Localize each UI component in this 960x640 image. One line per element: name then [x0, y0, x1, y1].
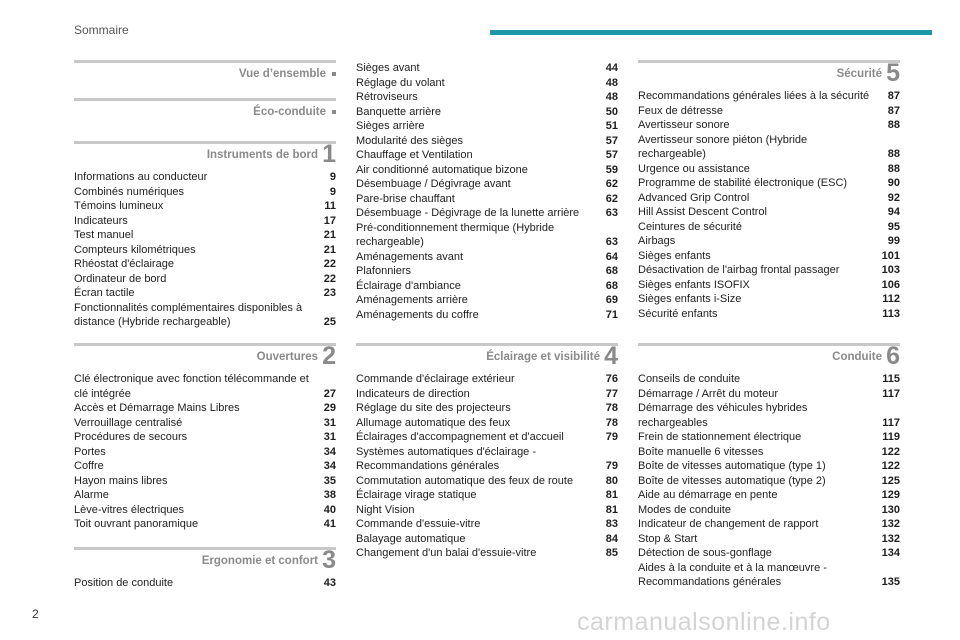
entry-text: Aménagements du coffre — [356, 308, 479, 321]
entry-page-number: 88 — [887, 148, 900, 160]
toc-entry[interactable] — [638, 263, 900, 278]
toc-entry[interactable] — [638, 191, 900, 206]
toc-entry[interactable] — [356, 90, 618, 105]
toc-entry[interactable] — [74, 488, 336, 503]
toc-entry[interactable] — [638, 387, 900, 402]
entry-text: Changement d'un balai d'essuie-vitre — [356, 547, 537, 559]
entry-text: Démarrage des véhicules hybrides rechargeables — [638, 402, 808, 429]
section-header[interactable] — [74, 343, 336, 372]
section-title: Sécurité — [836, 68, 882, 80]
toc-entry[interactable] — [74, 517, 336, 532]
entry-page-number: 57 — [605, 149, 618, 161]
entry-page-number: 87 — [887, 90, 900, 102]
entry-page-number: 122 — [881, 445, 900, 458]
entry-page-number: 106 — [881, 278, 900, 291]
entry-page-number: 11 — [324, 200, 336, 212]
entry-text: Informations au conducteur — [74, 171, 208, 183]
toc-section — [74, 98, 336, 127]
toc-entry[interactable] — [638, 104, 900, 119]
toc-section — [356, 61, 618, 322]
section-entries — [74, 576, 336, 591]
entry-text: Allumage automatique des feux — [356, 416, 511, 429]
entry-text: Témoins lumineux — [74, 200, 164, 212]
entry-text: Feux de détresse — [638, 104, 723, 117]
toc-entry[interactable] — [356, 387, 618, 402]
entry-page-number: 95 — [887, 220, 900, 233]
toc-entry[interactable] — [356, 503, 618, 518]
entry-page-number: 62 — [605, 192, 618, 205]
section-square-marker — [332, 110, 336, 114]
toc-entry[interactable] — [356, 134, 618, 149]
section-entries — [638, 372, 900, 590]
entry-text: Lève-vitres électriques — [74, 503, 185, 516]
entry-page-number: 40 — [323, 503, 336, 516]
toc-entry[interactable] — [356, 163, 618, 178]
entry-page-number: 90 — [887, 177, 900, 189]
section-title: Conduite — [832, 351, 882, 363]
toc-entry[interactable] — [356, 546, 618, 561]
entry-page-number: 63 — [605, 236, 618, 248]
entry-text: Modularité des sièges — [356, 134, 464, 147]
entry-page-number: 134 — [881, 547, 900, 559]
entry-page-number: 17 — [323, 214, 336, 227]
toc-entry[interactable] — [356, 416, 618, 431]
toc-entry[interactable] — [638, 162, 900, 177]
toc-entry[interactable] — [74, 372, 336, 401]
entry-text: Désembuage - Dégivrage de la lunette arrière — [356, 207, 580, 219]
toc-entry[interactable] — [638, 307, 900, 322]
toc-entry[interactable] — [356, 192, 618, 207]
header-title: Sommaire — [74, 23, 129, 37]
entry-text: Chauffage et Ventilation — [356, 149, 473, 161]
entry-text: Détection de sous-gonflage — [638, 547, 772, 559]
entry-text: Air conditionné automatique bizone — [356, 163, 528, 176]
section-number: 2 — [322, 342, 336, 370]
entry-page-number: 22 — [323, 272, 336, 285]
entry-text: Test manuel — [74, 229, 134, 241]
entry-text: Boîte de vitesses automatique (type 1) — [638, 460, 826, 472]
toc-entry[interactable] — [638, 133, 900, 162]
entry-page-number: 77 — [605, 387, 618, 400]
entry-page-number: 81 — [605, 503, 618, 516]
section-entries — [638, 89, 900, 321]
entry-text: Frein de stationnement électrique — [638, 431, 802, 443]
toc-entry[interactable] — [74, 459, 336, 474]
entry-page-number: 62 — [605, 178, 618, 190]
entry-text: Indicateur de changement de rapport — [638, 518, 819, 530]
entry-page-number: 48 — [605, 91, 618, 103]
toc-entry[interactable] — [74, 199, 336, 214]
entry-text: Urgence ou assistance — [638, 162, 750, 175]
entry-page-number: 27 — [323, 387, 336, 400]
section-header[interactable] — [74, 547, 336, 576]
toc-entry[interactable] — [74, 185, 336, 200]
entry-page-number: 50 — [605, 105, 618, 118]
entry-text: Portes — [74, 445, 106, 458]
entry-page-number: 135 — [881, 576, 900, 588]
entry-text: Modes de conduite — [638, 503, 731, 516]
entry-text: Toit ouvrant panoramique — [74, 518, 199, 530]
section-number: 5 — [886, 59, 900, 87]
toc-entry[interactable] — [356, 206, 618, 221]
section-entries — [356, 372, 618, 561]
entry-page-number: 83 — [605, 518, 618, 530]
entry-text: Éclairage d'ambiance — [356, 279, 461, 292]
toc-entry[interactable] — [74, 474, 336, 489]
entry-text: Sièges arrière — [356, 120, 425, 132]
toc-entry[interactable] — [74, 445, 336, 460]
entry-page-number: 78 — [605, 416, 618, 429]
toc-section — [74, 60, 336, 89]
entry-text: Aide au démarrage en pente — [638, 489, 778, 501]
section-header[interactable] — [74, 141, 336, 170]
entry-text: Sièges avant — [356, 62, 420, 74]
toc-entry[interactable] — [74, 228, 336, 243]
entry-text: Ceintures de sécurité — [638, 220, 742, 233]
section-header[interactable] — [638, 60, 900, 89]
section-number: 3 — [322, 546, 336, 574]
toc-entry[interactable] — [638, 249, 900, 264]
entry-text: Boîte manuelle 6 vitesses — [638, 445, 764, 458]
entry-page-number: 94 — [887, 206, 900, 218]
section-header[interactable] — [356, 343, 618, 372]
toc-entry[interactable] — [356, 279, 618, 294]
entry-page-number: 34 — [323, 460, 336, 472]
entry-text: Night Vision — [356, 503, 415, 516]
entry-text: Commutation automatique des feux de route — [356, 474, 574, 487]
entry-text: Conseils de conduite — [638, 373, 741, 385]
entry-text: Commande d'éclairage extérieur — [356, 373, 515, 385]
toc-entry[interactable] — [74, 430, 336, 445]
entry-text: Programme de stabilité électronique (ESC) — [638, 177, 848, 189]
toc-entry[interactable] — [638, 488, 900, 503]
section-number: 6 — [886, 342, 900, 370]
entry-text: Rétroviseurs — [356, 91, 418, 103]
toc-section — [74, 343, 336, 532]
entry-text: Systèmes automatiques d'éclairage - Recommandations générales — [356, 445, 537, 472]
entry-page-number: 64 — [605, 250, 618, 263]
toc-entry[interactable] — [356, 474, 618, 489]
toc-entry[interactable] — [74, 576, 336, 591]
entry-page-number: 63 — [605, 207, 618, 219]
section-title: Éclairage et visibilité — [486, 351, 600, 363]
toc-entry[interactable] — [638, 532, 900, 547]
section-square-marker — [332, 72, 336, 76]
entry-text: Aides à la conduite et à la manœuvre - Recommandations générales — [638, 561, 827, 588]
entry-text: Verrouillage centralisé — [74, 416, 183, 429]
entry-page-number: 68 — [605, 279, 618, 292]
entry-text: Avertisseur sonore piéton (Hybride rechargeable) — [638, 133, 808, 160]
toc-entry[interactable] — [356, 177, 618, 192]
entry-text: Hill Assist Descent Control — [638, 206, 767, 218]
toc-entry[interactable] — [356, 532, 618, 547]
toc-entry[interactable] — [74, 401, 336, 416]
entry-text: Désactivation de l'airbag frontal passager — [638, 264, 840, 276]
header-accent-bar — [490, 30, 932, 35]
entry-text: Sécurité enfants — [638, 307, 718, 320]
entry-page-number: 122 — [881, 460, 900, 472]
entry-page-number: 51 — [605, 120, 618, 132]
entry-text: Banquette arrière — [356, 105, 441, 118]
entry-page-number: 132 — [881, 518, 900, 530]
section-number: 4 — [604, 342, 618, 370]
entry-text: Clé électronique avec fonction télécommande et clé intégrée — [74, 373, 309, 400]
entry-page-number: 78 — [605, 402, 618, 414]
entry-text: Combinés numériques — [74, 185, 185, 198]
toc-entry[interactable] — [638, 372, 900, 387]
entry-page-number: 34 — [323, 445, 336, 458]
toc-entry[interactable] — [356, 61, 618, 76]
entry-page-number: 68 — [605, 265, 618, 277]
entry-text: Plafonniers — [356, 265, 412, 277]
toc-entry[interactable] — [356, 488, 618, 503]
entry-page-number: 132 — [881, 532, 900, 545]
toc-entry[interactable] — [356, 517, 618, 532]
entry-page-number: 21 — [323, 229, 336, 241]
entry-text: Accès et Démarrage Mains Libres — [74, 402, 240, 414]
entry-page-number: 69 — [605, 294, 618, 306]
entry-text: Coffre — [74, 460, 104, 472]
entry-page-number: 44 — [605, 62, 618, 74]
toc-entry[interactable] — [638, 445, 900, 460]
entry-page-number: 35 — [323, 474, 336, 487]
toc-entry[interactable] — [638, 459, 900, 474]
entry-page-number: 71 — [605, 308, 618, 321]
entry-text: Réglage du site des projecteurs — [356, 402, 511, 414]
section-title: Vue d’ensemble — [238, 68, 326, 80]
entry-page-number: 79 — [605, 460, 618, 472]
toc-section — [638, 60, 900, 321]
toc-entry[interactable] — [356, 264, 618, 279]
entry-text: Sièges enfants ISOFIX — [638, 278, 750, 291]
toc-entry[interactable] — [356, 148, 618, 163]
entry-text: Procédures de secours — [74, 431, 188, 443]
entry-page-number: 101 — [881, 249, 900, 262]
entry-page-number: 80 — [605, 474, 618, 487]
entry-page-number: 99 — [887, 235, 900, 247]
entry-page-number: 117 — [882, 416, 900, 429]
entry-page-number: 57 — [605, 134, 618, 147]
section-header[interactable] — [74, 98, 336, 127]
toc-entry[interactable] — [356, 119, 618, 134]
entry-text: Alarme — [74, 489, 109, 501]
section-entries — [74, 372, 336, 532]
watermark: carmanualsonline.info — [577, 608, 831, 636]
entry-page-number: 31 — [323, 431, 336, 443]
toc-entry[interactable] — [356, 105, 618, 120]
toc-entry[interactable] — [638, 503, 900, 518]
entry-text: Aménagements avant — [356, 250, 464, 263]
toc-entry[interactable] — [638, 89, 900, 104]
section-title: Instruments de bord — [206, 149, 318, 161]
entry-page-number: 22 — [323, 258, 336, 270]
toc-entry[interactable] — [638, 546, 900, 561]
entry-text: Fonctionnalités complémentaires disponibles à distance (Hybride rechargeable) — [74, 301, 303, 328]
entry-text: Recommandations générales liées à la sécurité — [638, 90, 870, 102]
entry-text: Sièges enfants i-Size — [638, 293, 742, 305]
entry-text: Commande d'essuie-vitre — [356, 518, 481, 530]
entry-page-number: 21 — [323, 243, 336, 256]
entry-text: Position de conduite — [74, 577, 174, 589]
section-title: Éco-conduite — [253, 106, 326, 118]
entry-page-number: 129 — [881, 489, 900, 501]
entry-page-number: 81 — [605, 489, 618, 501]
entry-text: Écran tactile — [74, 287, 135, 299]
entry-text: Réglage du volant — [356, 76, 445, 89]
entry-text: Compteurs kilométriques — [74, 243, 196, 256]
toc-entry[interactable] — [638, 430, 900, 445]
entry-text: Pare-brise chauffant — [356, 192, 455, 205]
entry-text: Advanced Grip Control — [638, 191, 750, 204]
section-entries — [356, 61, 618, 322]
entry-page-number: 117 — [882, 387, 900, 400]
toc-entry[interactable] — [74, 301, 336, 330]
entry-page-number: 23 — [323, 287, 336, 299]
entry-text: Avertisseur sonore — [638, 119, 730, 131]
entry-text: Démarrage / Arrêt du moteur — [638, 387, 779, 400]
toc-section — [74, 547, 336, 591]
entry-page-number: 9 — [329, 171, 336, 183]
toc-entry[interactable] — [638, 278, 900, 293]
entry-page-number: 59 — [605, 163, 618, 176]
section-number: 1 — [322, 140, 336, 168]
toc-entry[interactable] — [638, 401, 900, 430]
entry-page-number: 130 — [881, 503, 900, 516]
entry-text: Hayon mains libres — [74, 474, 168, 487]
toc-entry[interactable] — [356, 76, 618, 91]
toc-entry[interactable] — [638, 205, 900, 220]
toc-entry[interactable] — [356, 308, 618, 323]
toc-entry[interactable] — [638, 176, 900, 191]
entry-page-number: 87 — [887, 104, 900, 117]
toc-entry[interactable] — [638, 234, 900, 249]
entry-text: Désembuage / Dégivrage avant — [356, 178, 511, 190]
entry-page-number: 48 — [605, 76, 618, 89]
entry-text: Aménagements arrière — [356, 294, 468, 306]
entry-text: Airbags — [638, 235, 676, 247]
toc-entry[interactable] — [74, 257, 336, 272]
toc-entry[interactable] — [74, 416, 336, 431]
entry-text: Indicateurs — [74, 214, 128, 227]
toc-entry[interactable] — [356, 445, 618, 474]
entry-text: Indicateurs de direction — [356, 387, 470, 400]
entry-text: Pré-conditionnement thermique (Hybride rechargeable) — [356, 221, 555, 248]
entry-text: Boîte de vitesses automatique (type 2) — [638, 474, 826, 487]
entry-page-number: 103 — [881, 264, 900, 276]
entry-page-number: 9 — [329, 185, 336, 198]
entry-text: Éclairage virage statique — [356, 489, 477, 501]
entry-page-number: 41 — [323, 518, 336, 530]
section-title: Ergonomie et confort — [201, 555, 318, 567]
section-header[interactable] — [74, 60, 336, 89]
toc-entry[interactable] — [638, 561, 900, 590]
entry-text: Balayage automatique — [356, 532, 466, 545]
entry-text: Rhéostat d'éclairage — [74, 258, 174, 270]
toc-entry[interactable] — [638, 292, 900, 307]
entry-page-number: 119 — [882, 431, 900, 443]
section-entries — [74, 170, 336, 330]
toc-entry[interactable] — [356, 293, 618, 308]
toc-entry[interactable] — [638, 220, 900, 235]
toc-section — [356, 343, 618, 561]
entry-text: Sièges enfants — [638, 249, 711, 262]
toc-entry[interactable] — [74, 503, 336, 518]
toc-entry[interactable] — [638, 474, 900, 489]
entry-page-number: 88 — [887, 162, 900, 175]
toc-entry[interactable] — [356, 372, 618, 387]
toc-entry[interactable] — [74, 272, 336, 287]
entry-page-number: 29 — [323, 402, 336, 414]
entry-text: Stop & Start — [638, 532, 698, 545]
toc-entry[interactable] — [74, 170, 336, 185]
toc-entry[interactable] — [356, 430, 618, 445]
toc-entry[interactable] — [74, 214, 336, 229]
toc-entry[interactable] — [74, 243, 336, 258]
entry-text: Ordinateur de bord — [74, 272, 167, 285]
entry-page-number: 112 — [882, 293, 900, 305]
entry-page-number: 76 — [605, 373, 618, 385]
entry-page-number: 31 — [323, 416, 336, 429]
entry-page-number: 25 — [323, 316, 336, 328]
entry-page-number: 84 — [605, 532, 618, 545]
entry-page-number: 38 — [323, 489, 336, 501]
entry-page-number: 43 — [323, 577, 336, 589]
entry-page-number: 92 — [887, 191, 900, 204]
toc-entry[interactable] — [356, 250, 618, 265]
toc-section — [74, 141, 336, 330]
entry-page-number: 88 — [887, 119, 900, 131]
entry-text: Éclairages d'accompagnement et d'accueil — [356, 431, 564, 443]
section-title: Ouvertures — [256, 351, 318, 363]
entry-page-number: 85 — [605, 547, 618, 559]
entry-page-number: 115 — [882, 373, 900, 385]
toc-section — [638, 343, 900, 590]
entry-page-number: 125 — [881, 474, 900, 487]
section-header[interactable] — [638, 343, 900, 372]
toc-entry[interactable] — [356, 221, 618, 250]
toc-entry[interactable] — [638, 118, 900, 133]
entry-page-number: 113 — [882, 307, 900, 320]
page-number: 2 — [32, 607, 39, 621]
toc-entry[interactable] — [638, 517, 900, 532]
toc-entry[interactable] — [74, 286, 336, 301]
toc-entry[interactable] — [356, 401, 618, 416]
entry-page-number: 79 — [605, 431, 618, 443]
